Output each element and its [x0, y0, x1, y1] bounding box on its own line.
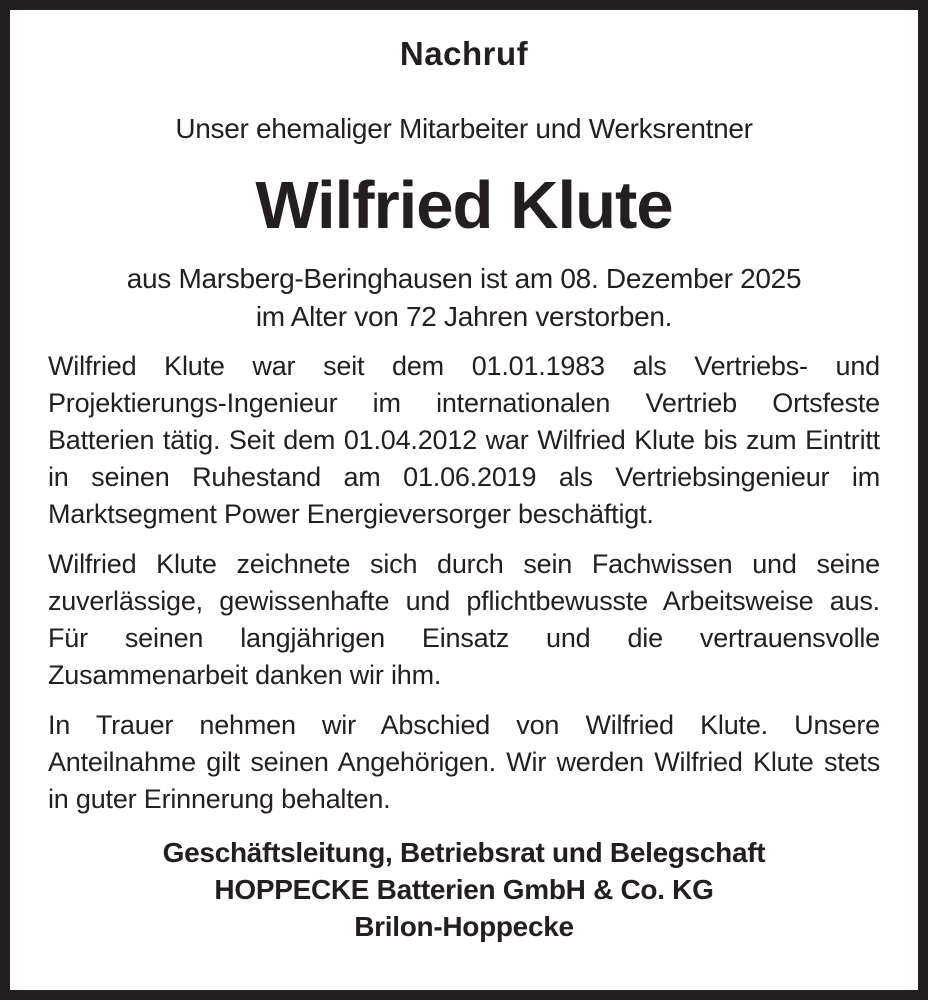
death-info-line-1: aus Marsberg-Beringhausen ist am 08. Dezember 2025 [126, 263, 802, 294]
signature-line-management: Geschäftsleitung, Betriebsrat und Belegschaft [162, 837, 766, 868]
obituary-paragraph-career: Wilfried Klute war seit dem 01.01.1983 als Vertriebs- und Projektierungs-Ingenieur im internationalen Vertrieb Ortsfeste Batterien tätig. Seit dem 01.04.2012 war Wilfried Klute bis zum Eintritt in seinen Ruhestand am 01.06.2019 als Vertriebsingenieur im Marktsegment Power Energieversorger beschäftigt. [48, 351, 880, 529]
death-info [38, 260, 890, 336]
obituary-paragraph-appreciation: Wilfried Klute zeichnete sich durch sein Fachwissen und seine zuverlässige, gewissenhafte und pflichtbewusste Arbeitsweise aus. Für seinen langjährigen Einsatz und die vertrauensvolle Zusammenarbeit danken wir ihm. [48, 549, 880, 690]
death-info-line-2: im Alter von 72 Jahren verstorben. [255, 301, 673, 332]
obituary-content [10, 10, 918, 945]
obituary-kicker: Nachruf [399, 35, 529, 72]
signature-block [38, 834, 890, 945]
signature-line-location: Brilon-Hoppecke [354, 911, 574, 942]
signature-line-company: HOPPECKE Batterien GmbH & Co. KG [214, 874, 714, 905]
obituary-paragraph-condolence: In Trauer nehmen wir Abschied von Wilfried Klute. Unsere Anteilnahme gilt seinen Angehörigen. Wir werden Wilfried Klute stets in guter Erinnerung behalten. [48, 710, 880, 814]
obituary-intro: Unser ehemaliger Mitarbeiter und Werksrentner [175, 113, 753, 144]
obituary-body [48, 348, 880, 818]
deceased-name: Wilfried Klute [255, 168, 673, 243]
